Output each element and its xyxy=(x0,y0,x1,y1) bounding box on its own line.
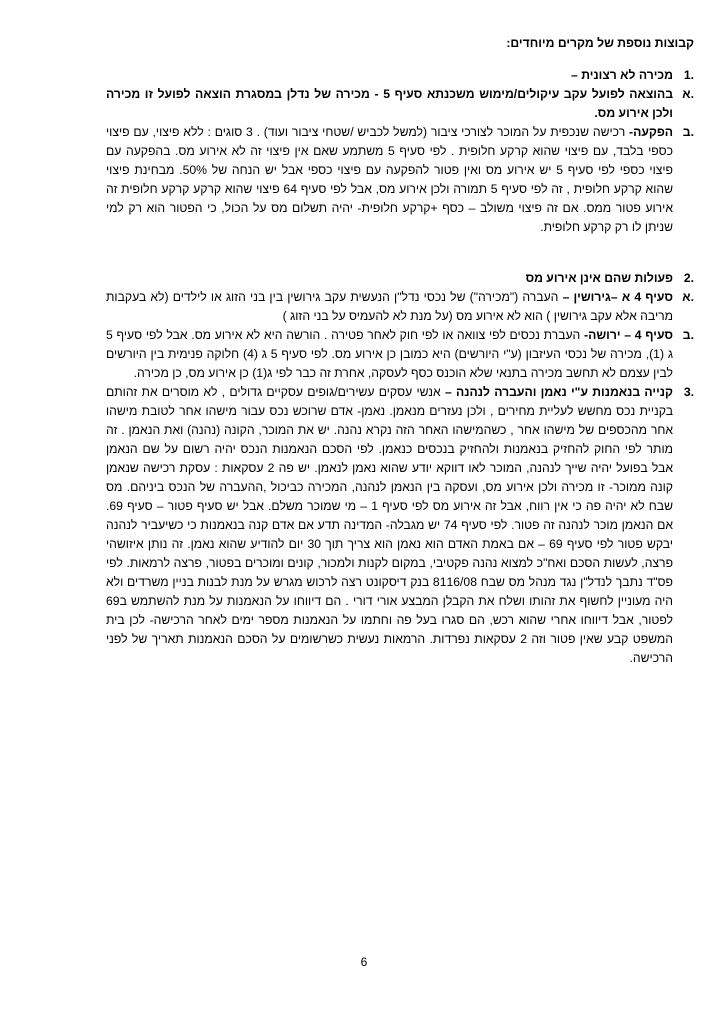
section-2 xyxy=(106,269,694,288)
page-number: 6 xyxy=(360,955,368,969)
section-1-item-a-text: בהוצאה לפועל עקב עיקולים/מימוש משכנתא סעיף 5 - מכירה של נדלן במסגרת הוצאה לפועל זו מכירה ולכן אירוע מס. xyxy=(106,87,673,120)
section-2-item-a-text: העברה ("מכירה") של נכסי נדל"ן הנעשית עקב גירושין בין בני הזוג או לילדים (לא בעקבות מריבה אלא עקב גירושין ) הוא לא אירוע מס (על מנת לא להעמיס על בני הזוג ) xyxy=(106,290,673,323)
section-1-number: 1. xyxy=(683,68,694,82)
section-2-item-b-text: העברת נכסים לפי צוואה או לפי חוק לאחר פטירה . הורשה היא לא אירוע מס. אבל לפי סעיף 5 ג (1), מכירה של נכסי העיזבון (ע"י היורשים) היא כמובן כן אירוע מס. לפי סעיף 5 ג (4) חלוקה פנימית בין היורשים לבין עצמם לא תחשב מכירה בתנאי שלא הוכנס כסף לעסקה, אחרת זה כבר לפי ג(1) כן אירוע מס, כן מכירה. xyxy=(106,328,673,380)
page-heading: קבוצות נוספת של מקרים מיוחדים: xyxy=(506,36,694,50)
section-1-item-b-text: רכישה שנכפית על המוכר לצורכי ציבור (למשל לכביש /שטחי ציבור ועוד) . 3 סוגים : ללא פיצוי, עם פיצוי כספי בלבד, עם פיצוי שהוא קרקע חלופית . לפי סעיף 5 משתמע שאם אין פיצוי זה לא אירוע מס. בהפקעה עם פיצוי כספי לפי סעיף 5 יש אירוע מס ואין פטור להפקעה עם פיצוי כספי אבל יש הנחה של 50%. מבחינת פיצוי שהוא קרקע חלופית , זה לפי סעיף 5 תמורה ולכן אירוע מס, אבל לפי סעיף 64 פיצוי שהוא קרקע קרקע חלופית זה אירוע פטור ממס. אם זה פיצוי משולב – כסף +קרקע חלופית- יהיה תשלום מס על הכול, כי הפטור הוא רק למי שניתן לו רק קרקע חלופית. xyxy=(106,125,673,234)
section-1-item-a-marker: א. xyxy=(682,87,694,101)
section-2-item-b-term: סעיף 4 – ירושה- xyxy=(584,328,674,342)
section-1-item-b-paragraph xyxy=(106,123,673,237)
section-2-number: 2. xyxy=(683,271,694,285)
section-2-item-b-paragraph xyxy=(106,326,673,383)
section-1-item-b xyxy=(106,123,694,237)
document-body xyxy=(106,34,694,668)
section-3-term: קנייה בנאמנות ע"י נאמן והעברה לנהנה – xyxy=(444,385,674,399)
section-1-item-a xyxy=(106,85,694,123)
section-1-title: מכירה לא רצונית – xyxy=(571,68,673,82)
section-1-item-b-marker: ב. xyxy=(682,125,694,139)
section-2-title: פעולות שהם אינן אירוע מס xyxy=(525,271,673,285)
section-2-item-b-marker: ב. xyxy=(682,328,694,342)
section-2-item-a-term: סעיף 4 א –גירושין – xyxy=(562,290,673,304)
section-gap xyxy=(106,237,694,269)
section-2-item-b xyxy=(106,326,694,383)
section-3-paragraph xyxy=(106,383,673,668)
section-3-number: 3. xyxy=(683,385,694,399)
section-2-item-a-paragraph xyxy=(106,288,673,326)
section-1 xyxy=(106,66,694,85)
section-2-item-a-marker: א. xyxy=(682,290,694,304)
section-1-item-b-term: הפקעה- xyxy=(629,125,674,139)
section-2-item-a xyxy=(106,288,694,326)
section-3-text: אנשי עסקים עשירים/גופים עסקיים גדולים , לא מוסרים את זהותם בקניית נכס מחשש לעליית מחירים , ולכן נעזרים מנאמן. נאמן- אדם שרוכש נכס עבור מישהו אחר לטובת מישהו אחר מהכספים של מישהו אחר , כשהמישהו האחר הזה נקרא נהנה. יש את המוכר, הקונה (נהנה) ואת הנאמן . זה מותר לפי החוק להחזיק בנאמנות ולהחזיק בנכסים כנאמן. לפי הסכם הנאמנות הנכס יהיה רשום על שם הנאמן אבל בפועל יהיה שייך לנהנה, המוכר לאו דווקא יודע שהוא נאמן לנאמן. יש פה 2 עסקאות : עסקת רכישה שנאמן קונה ממוכר- זו מכירה ולכן אירוע מס, ועסקה בין הנאמן לנהנה, המכירה כביכול ,ההעברה של הנכס ביניהם. מס שבח לא יהיה פה כי אין רווח, אבל זה אירוע מס לפי סעיף 1 – מי שמוכר משלם. אבל יש סעיף פטור – סעיף 69. אם הנאמן מוכר לנהנה זה פטור. לפי סעיף 74 יש מגבלה- המדינה תדע אם אדם קנה בנאמנות כי כשיעביר לנהנה יבקש פטור לפי סעיף 69 – אם באמת האדם הוא נאמן הוא צריך תוך 30 יום להודיע שהוא נאמן. זה נותן איזושהי פרצה, לעשות הסכם ואח"כ למצוא נהנה פקטיבי, במקום לקנות ולמכור, קונים ומוכרים בפטור, פרצה לרמאות. לפי פס"ד נתבך לנדל"ן נגד מנהל מס שבח 8116/08 בנק דיסקונט רצה לרכוש מגרש על מנת לבנות בניין משרדים ולא היה מעוניין לחשוף את זהותו ושלח את הקבלן המבצע אורי דורי . הם דיווחו על הנאמנות על מנת להשתמש ב69 לפטור, אבל דיווחו אחרי שהוא רכש, הם סגרו בעל פה וחתמו על הנאמנות מספר ימים לאחר הרכישה- לכן בית המשפט קבע שאין פטור וזה 2 עסקאות נפרדות. הרמאות נעשית כשרשומים על הסכם הנאמנות תאריך של לפני הרכישה. xyxy=(106,385,674,665)
section-3 xyxy=(106,383,694,668)
